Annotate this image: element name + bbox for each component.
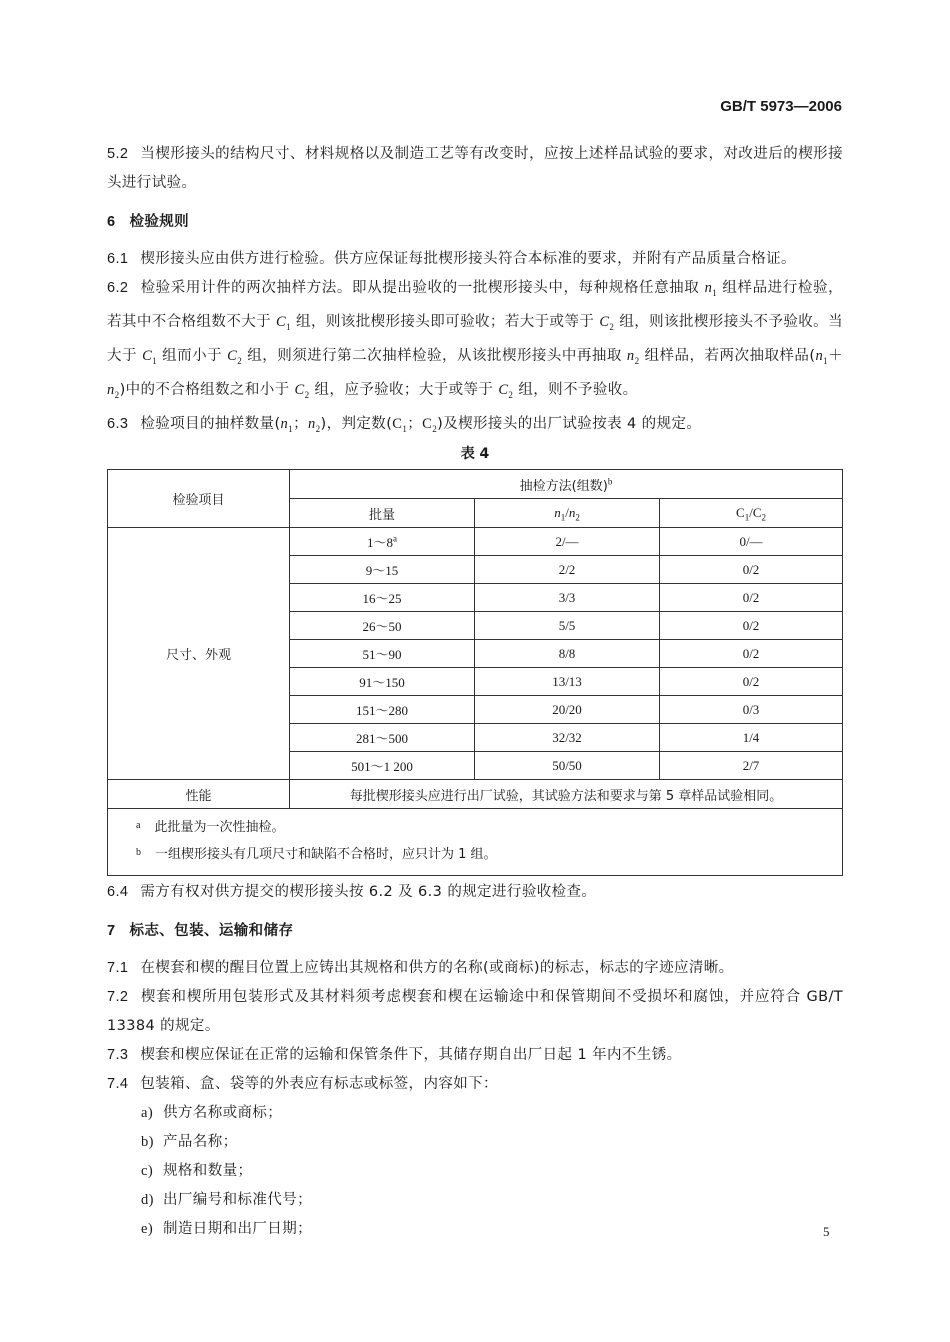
c-cell: 0/2 (660, 556, 843, 584)
c-cell: 0/2 (660, 668, 843, 696)
clause-6-1 (107, 245, 843, 274)
clause-text: 组，则该批楔形接头即可验收；若大于或等于 (291, 313, 600, 330)
header-sampling-method (290, 470, 843, 499)
symbol-c: C (498, 381, 509, 398)
clause-5-2 (107, 140, 843, 198)
clause-7-2 (107, 983, 843, 1041)
table-caption: 表 4 (460, 446, 490, 463)
batch-value: 1～8 (366, 535, 393, 551)
subscript: 2 (304, 389, 310, 400)
clause-number: 7.1 (107, 960, 129, 977)
clause-text: )中的不合格组数之和小于 (119, 381, 295, 398)
n-cell: 20/20 (475, 696, 660, 724)
symbol-n: n (107, 381, 115, 398)
footnote-text: 一组楔形接头有几项尺寸和缺陷不合格时，应只计为 1 组。 (155, 847, 497, 863)
header-text: 抽检方法(组数) (519, 478, 608, 494)
symbol-c: C (294, 381, 305, 398)
batch-cell: 26～50 (290, 612, 475, 640)
document-body (107, 140, 843, 1244)
footnote-mark: a (136, 820, 141, 832)
symbol-c: C (422, 415, 433, 432)
clause-6-2 (107, 274, 843, 410)
footnote-ref: b (607, 476, 613, 487)
footnote-a (136, 815, 842, 842)
subscript: 2 (575, 512, 580, 523)
symbol-c: C (142, 347, 153, 364)
list-7-4 (107, 1099, 843, 1244)
clause-6-4 (107, 878, 843, 907)
clause-text: )及楔形接头的出厂试验按表 4 的规定。 (437, 415, 702, 432)
symbol-c: C (736, 504, 745, 520)
clause-text: 组，则该批楔形接头不予验收。当大于 (107, 313, 843, 364)
clause-text: 检验项目的抽样数量( (140, 415, 281, 432)
table-4 (107, 469, 843, 876)
list-label: b) (141, 1134, 154, 1151)
section-number: 7 (107, 923, 116, 940)
clause-text: 组样品，若两次抽取样品( (639, 347, 816, 364)
clause-7-4 (107, 1070, 843, 1099)
symbol-n: n (554, 504, 561, 520)
subscript: 1 (744, 512, 750, 523)
batch-cell: 91～150 (290, 668, 475, 696)
section-7-heading (107, 917, 843, 946)
batch-cell (290, 528, 475, 556)
clause-6-3 (107, 410, 843, 444)
table-footnotes (108, 809, 843, 876)
clause-number: 6.2 (107, 280, 129, 296)
clause-text: )，判定数( (320, 415, 393, 432)
symbol-n: n (626, 347, 635, 364)
header-batch: 批量 (290, 499, 475, 528)
performance-text: 每批楔形接头应进行出厂试验，其试验方法和要求与第 5 章样品试验相同。 (290, 780, 843, 809)
symbol-n: n (815, 347, 824, 364)
group-size-appearance: 尺寸、外观 (108, 528, 290, 780)
subscript: 1 (712, 287, 718, 298)
symbol-n: n (704, 280, 713, 296)
standard-code: GB/T 5973—2006 (720, 98, 842, 115)
clause-text: 组，则不予验收。 (513, 381, 638, 398)
table-row (108, 528, 843, 556)
list-item (107, 1157, 843, 1186)
c-cell: 2/7 (660, 752, 843, 780)
batch-cell: 281～500 (290, 724, 475, 752)
symbol-c: C (392, 415, 403, 432)
c-cell: 0/— (660, 528, 843, 556)
clause-7-3 (107, 1041, 843, 1070)
subscript: 1 (152, 355, 158, 366)
symbol-c: C (752, 504, 762, 520)
n-cell: 3/3 (475, 584, 660, 612)
section-number: 6 (107, 214, 116, 230)
footnote-text: 此批量为一次性抽检。 (154, 820, 285, 836)
symbol-c: C (599, 313, 610, 330)
subscript: 1 (402, 423, 408, 434)
clause-text: 楔套和楔应保证在正常的运输和保管条件下，其储存期自出厂日起 1 年内不生锈。 (140, 1047, 682, 1064)
subscript: 2 (508, 389, 514, 400)
clause-text: ； (407, 415, 423, 432)
symbol-c: C (227, 347, 238, 364)
c-cell: 0/2 (660, 584, 843, 612)
subscript: 1 (286, 321, 292, 332)
list-item (107, 1215, 843, 1244)
clause-number: 7.2 (107, 989, 129, 1006)
page-number: 5 (823, 1224, 830, 1239)
n-cell: 13/13 (475, 668, 660, 696)
list-text: 产品名称； (163, 1134, 238, 1151)
c-cell: 0/2 (660, 612, 843, 640)
n-cell: 50/50 (475, 752, 660, 780)
n-cell: 2/2 (475, 556, 660, 584)
footnote-ref: a (393, 534, 397, 545)
clause-number: 6.1 (107, 251, 129, 267)
n-cell: 8/8 (475, 640, 660, 668)
symbol-c: C (276, 313, 287, 330)
clause-text: 组，则须进行第二次抽样检验，从该批楔形接头中再抽取 (242, 347, 627, 364)
c-cell: 0/2 (660, 640, 843, 668)
header-n1-n2 (475, 499, 660, 528)
subscript: 2 (237, 355, 243, 366)
list-item (107, 1186, 843, 1215)
clause-text: 包装箱、盒、袋等的外表应有标志或标签，内容如下： (140, 1076, 498, 1093)
clause-text: 楔套和楔所用包装形式及其材料须考虑楔套和楔在运输途中和保管期间不受损坏和腐蚀，并应符合 GB/T 13384 的规定。 (107, 989, 843, 1035)
list-item (107, 1128, 843, 1157)
clause-text: 楔形接头应由供方进行检验。供方应保证每批楔形接头符合本标准的要求，并附有产品质量合格证。 (140, 251, 796, 267)
clause-number: 6.3 (107, 415, 129, 432)
list-text: 出厂编号和标准代号； (163, 1192, 312, 1209)
clause-number: 5.2 (107, 146, 129, 162)
clause-text: ； (293, 415, 308, 432)
list-item (107, 1099, 843, 1128)
symbol-n: n (568, 504, 576, 520)
clause-text: 检验采用计件的两次抽样方法。即从提出验收的一批楔形接头中，每种规格任意抽取 (140, 280, 705, 296)
clause-number: 7.3 (107, 1047, 129, 1064)
subscript: 1 (823, 355, 829, 366)
subscript: 2 (315, 423, 321, 434)
footnote-mark: b (136, 847, 141, 859)
footnote-b (136, 842, 842, 869)
performance-label: 性能 (108, 780, 290, 809)
list-label: e) (141, 1221, 154, 1238)
subscript: 1 (288, 423, 294, 434)
list-text: 供方名称或商标； (163, 1105, 283, 1122)
n-cell: 2/— (475, 528, 660, 556)
subscript: 2 (761, 512, 766, 523)
section-title: 标志、包装、运输和储存 (129, 923, 294, 940)
clause-text: 组，应予验收；大于或等于 (309, 381, 499, 398)
clause-text: 在楔套和楔的醒目位置上应铸出其规格和供方的名称(或商标)的标志，标志的字迹应清晰。 (140, 960, 734, 977)
n-cell: 32/32 (475, 724, 660, 752)
footnotes-cell (108, 809, 843, 876)
subscript: 1 (560, 512, 566, 523)
list-label: d) (141, 1192, 154, 1209)
clause-7-1 (107, 954, 843, 983)
clause-text: 当楔形接头的结构尺寸、材料规格以及制造工艺等有改变时，应按上述样品试验的要求，对改进后的楔形接头进行试验。 (107, 146, 843, 191)
batch-cell: 51～90 (290, 640, 475, 668)
subscript: 2 (114, 389, 120, 400)
clause-text: 组样品进行检验，若其中不合格组数不大于 (107, 280, 843, 330)
c-cell: 1/4 (660, 724, 843, 752)
table-row-performance (108, 780, 843, 809)
batch-cell: 151～280 (290, 696, 475, 724)
separator: / (565, 504, 569, 520)
batch-cell: 9～15 (290, 556, 475, 584)
clause-number: 7.4 (107, 1076, 129, 1093)
list-label: a) (141, 1105, 154, 1122)
list-label: c) (141, 1163, 154, 1180)
separator: / (749, 504, 753, 520)
header-c1-c2 (660, 499, 843, 528)
c-cell: 0/3 (660, 696, 843, 724)
list-text: 制造日期和出厂日期； (163, 1221, 312, 1238)
header-inspection-item: 检验项目 (108, 470, 290, 528)
clause-number: 6.4 (107, 884, 129, 901)
symbol-n: n (307, 415, 316, 432)
subscript: 2 (609, 321, 615, 332)
symbol-n: n (280, 415, 289, 432)
section-6-heading (107, 208, 843, 237)
batch-cell: 16～25 (290, 584, 475, 612)
subscript: 2 (432, 423, 438, 434)
clause-text: 需方有权对供方提交的楔形接头按 6.2 及 6.3 的规定进行验收检查。 (140, 884, 597, 901)
batch-cell: 501～1 200 (290, 752, 475, 780)
section-title: 检验规则 (129, 214, 190, 230)
subscript: 2 (634, 355, 640, 366)
clause-text: 组而小于 (157, 347, 228, 364)
plus-sign: ＋ (828, 347, 843, 364)
n-cell: 5/5 (475, 612, 660, 640)
list-text: 规格和数量； (163, 1163, 253, 1180)
